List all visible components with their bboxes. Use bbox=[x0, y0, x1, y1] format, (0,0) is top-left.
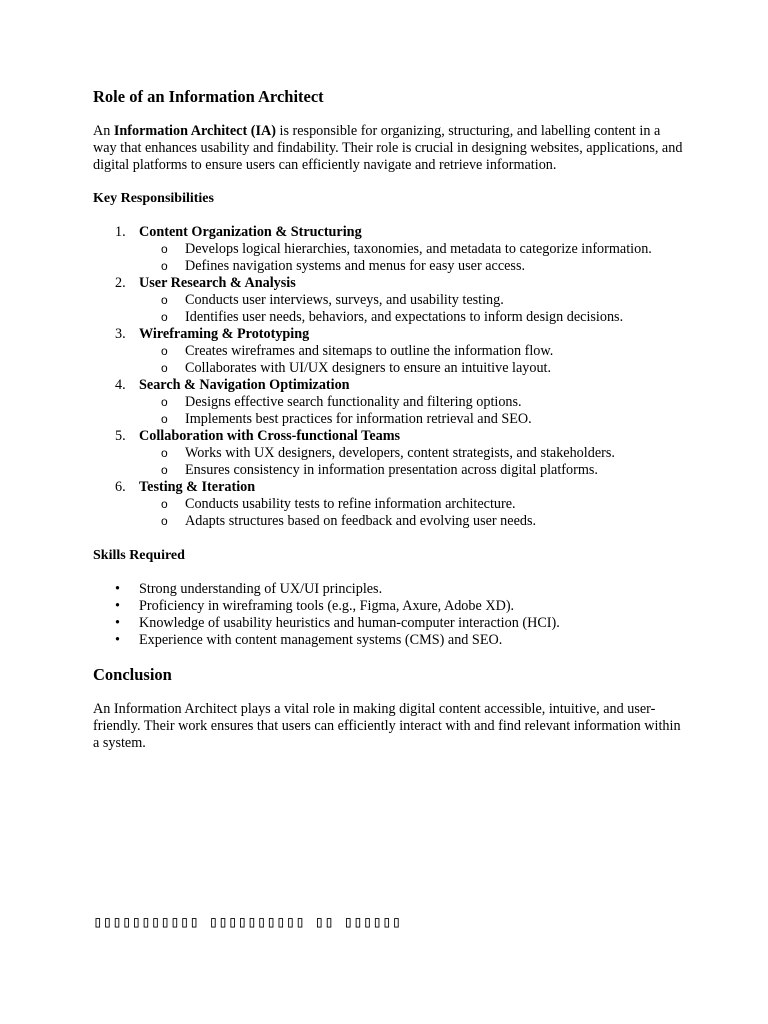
responsibility-point bbox=[139, 445, 683, 462]
responsibility-point bbox=[139, 394, 683, 411]
responsibility-point bbox=[139, 462, 683, 479]
intro-paragraph bbox=[93, 123, 683, 174]
circle-bullet-icon: o bbox=[161, 412, 168, 426]
responsibility-points bbox=[139, 241, 683, 275]
item-number: 3. bbox=[115, 326, 126, 342]
point-text: Develops logical hierarchies, taxonomies, and metadata to categorize information. bbox=[185, 241, 652, 257]
bullet-icon: • bbox=[115, 598, 120, 614]
responsibility-title: Collaboration with Cross-functional Teams bbox=[139, 428, 401, 444]
circle-bullet-icon: o bbox=[161, 259, 168, 273]
document-body bbox=[93, 87, 683, 752]
item-number: 6. bbox=[115, 479, 126, 495]
skill-item bbox=[93, 615, 683, 632]
responsibility-points bbox=[139, 496, 683, 530]
responsibility-point bbox=[139, 496, 683, 513]
responsibilities-heading: Key Responsibilities bbox=[93, 191, 214, 206]
intro-lead: An bbox=[93, 123, 114, 139]
responsibility-item bbox=[93, 326, 683, 377]
point-text: Conducts user interviews, surveys, and usability testing. bbox=[185, 292, 504, 308]
responsibility-point bbox=[139, 411, 683, 428]
responsibility-point bbox=[139, 343, 683, 360]
point-text: Collaborates with UI/UX designers to ensure an intuitive layout. bbox=[185, 360, 552, 376]
point-text: Designs effective search functionality and filtering options. bbox=[185, 394, 522, 410]
responsibility-points bbox=[139, 394, 683, 428]
responsibility-point bbox=[139, 513, 683, 530]
responsibility-point bbox=[139, 241, 683, 258]
item-number: 5. bbox=[115, 428, 126, 444]
responsibility-title: Wireframing & Prototyping bbox=[139, 326, 310, 342]
intro-rest: is responsible for organizing, structuring, and labelling content in a way that enhances usability and findability. Their role is crucial in designing websites, applications, and digital platforms to ensure users can efficiently navigate and retrieve information. bbox=[93, 123, 683, 173]
bullet-icon: • bbox=[115, 581, 120, 597]
responsibility-item bbox=[93, 377, 683, 428]
point-text: Implements best practices for information retrieval and SEO. bbox=[185, 411, 532, 427]
skill-text: Strong understanding of UX/UI principles. bbox=[139, 581, 383, 597]
skill-text: Proficiency in wireframing tools (e.g., Figma, Axure, Adobe XD). bbox=[139, 598, 515, 614]
circle-bullet-icon: o bbox=[161, 293, 168, 307]
circle-bullet-icon: o bbox=[161, 242, 168, 256]
skills-list bbox=[93, 581, 683, 649]
skill-item bbox=[93, 581, 683, 598]
skill-text: Knowledge of usability heuristics and human-computer interaction (HCI). bbox=[139, 615, 560, 631]
responsibility-point bbox=[139, 258, 683, 275]
circle-bullet-icon: o bbox=[161, 310, 168, 324]
circle-bullet-icon: o bbox=[161, 395, 168, 409]
responsibility-item bbox=[93, 428, 683, 479]
point-text: Creates wireframes and sitemaps to outline the information flow. bbox=[185, 343, 554, 359]
skill-item bbox=[93, 598, 683, 615]
responsibility-point bbox=[139, 360, 683, 377]
point-text: Identifies user needs, behaviors, and expectations to inform design decisions. bbox=[185, 309, 624, 325]
point-text: Adapts structures based on feedback and evolving user needs. bbox=[185, 513, 537, 529]
bullet-icon: • bbox=[115, 632, 120, 648]
responsibility-item bbox=[93, 275, 683, 326]
responsibility-title: Search & Navigation Optimization bbox=[139, 377, 350, 393]
footer-missing-glyphs: ▯▯▯▯▯▯▯▯▯▯▯ ▯▯▯▯▯▯▯▯▯▯ ▯▯ ▯▯▯▯▯▯ bbox=[93, 912, 402, 931]
circle-bullet-icon: o bbox=[161, 514, 168, 528]
point-text: Conducts usability tests to refine information architecture. bbox=[185, 496, 516, 512]
responsibility-points bbox=[139, 292, 683, 326]
point-text: Defines navigation systems and menus for easy user access. bbox=[185, 258, 526, 274]
item-number: 4. bbox=[115, 377, 126, 393]
responsibility-title: Content Organization & Structuring bbox=[139, 224, 362, 240]
circle-bullet-icon: o bbox=[161, 344, 168, 358]
responsibility-title: User Research & Analysis bbox=[139, 275, 296, 291]
skills-heading: Skills Required bbox=[93, 548, 185, 563]
responsibility-point bbox=[139, 309, 683, 326]
conclusion-heading: Conclusion bbox=[93, 665, 172, 684]
conclusion-paragraph: An Information Architect plays a vital role in making digital content accessible, intuitive, and user-friendly. Their work ensures that users can efficiently interact with and find relevant information within a system. bbox=[93, 701, 681, 751]
item-number: 1. bbox=[115, 224, 126, 240]
intro-bold-term: Information Architect (IA) bbox=[113, 123, 276, 139]
point-text: Works with UX designers, developers, content strategists, and stakeholders. bbox=[185, 445, 615, 461]
responsibilities-list bbox=[93, 224, 683, 530]
responsibility-title: Testing & Iteration bbox=[139, 479, 256, 495]
item-number: 2. bbox=[115, 275, 126, 291]
responsibility-points bbox=[139, 445, 683, 479]
circle-bullet-icon: o bbox=[161, 463, 168, 477]
circle-bullet-icon: o bbox=[161, 497, 168, 511]
circle-bullet-icon: o bbox=[161, 446, 168, 460]
skill-text: Experience with content management systems (CMS) and SEO. bbox=[139, 632, 503, 648]
page-title: Role of an Information Architect bbox=[93, 87, 324, 106]
point-text: Ensures consistency in information presentation across digital platforms. bbox=[185, 462, 598, 478]
responsibility-point bbox=[139, 292, 683, 309]
skill-item bbox=[93, 632, 683, 649]
responsibility-points bbox=[139, 343, 683, 377]
bullet-icon: • bbox=[115, 615, 120, 631]
circle-bullet-icon: o bbox=[161, 361, 168, 375]
responsibility-item bbox=[93, 479, 683, 530]
responsibility-item bbox=[93, 224, 683, 275]
